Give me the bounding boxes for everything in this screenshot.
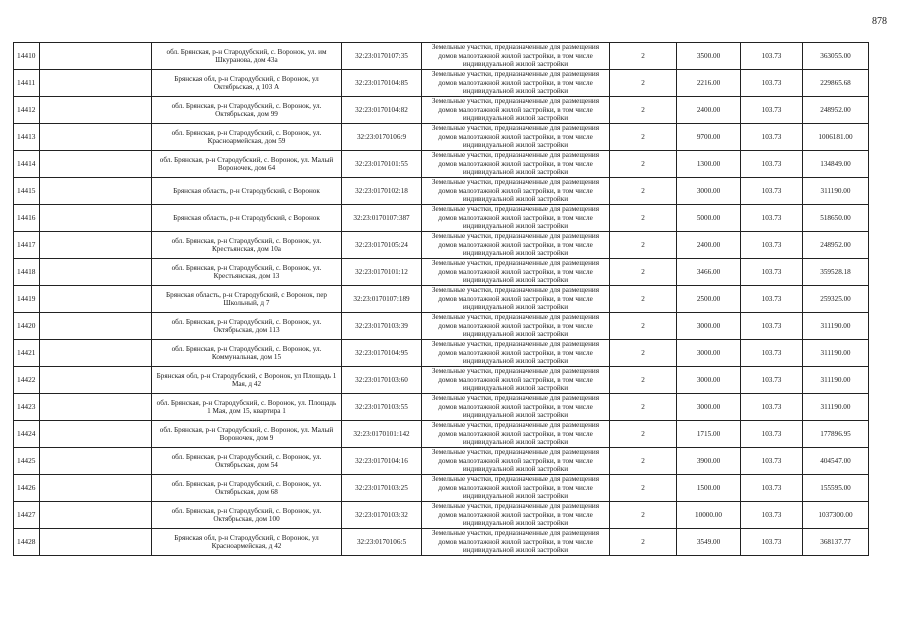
blank-cell bbox=[40, 205, 152, 232]
permitted-use-cell: Земельные участки, предназначенные для размещения домов малоэтажной жилой застройки, в том числе индивидуальной жилой застройки bbox=[422, 313, 610, 340]
permitted-use-cell: Земельные участки, предназначенные для размещения домов малоэтажной жилой застройки, в том числе индивидуальной жилой застройки bbox=[422, 97, 610, 124]
area-cell: 10000.00 bbox=[677, 502, 741, 529]
blank-cell bbox=[40, 97, 152, 124]
blank-cell bbox=[40, 124, 152, 151]
specific-value-cell: 103.73 bbox=[741, 232, 803, 259]
address-cell: Брянская область, р-н Стародубский, с Воронок bbox=[152, 205, 342, 232]
specific-value-cell: 103.73 bbox=[741, 475, 803, 502]
address-cell: Брянская обл, р-н Стародубский, с Воронок, ул Октябрьская, д 103 А bbox=[152, 70, 342, 97]
cadastral-number-cell: 32:23:0170107:189 bbox=[342, 286, 422, 313]
category-cell: 2 bbox=[610, 448, 677, 475]
category-cell: 2 bbox=[610, 43, 677, 70]
cadastral-value-cell: 311190.00 bbox=[803, 394, 869, 421]
area-cell: 3900.00 bbox=[677, 448, 741, 475]
area-cell: 2400.00 bbox=[677, 97, 741, 124]
address-cell: обл. Брянская, р-н Стародубский, с. Воронок, ул. Малый Вороночек, дом 64 bbox=[152, 151, 342, 178]
cadastral-value-cell: 311190.00 bbox=[803, 340, 869, 367]
category-cell: 2 bbox=[610, 367, 677, 394]
permitted-use-cell: Земельные участки, предназначенные для размещения домов малоэтажной жилой застройки, в том числе индивидуальной жилой застройки bbox=[422, 70, 610, 97]
cadastral-value-cell: 363055.00 bbox=[803, 43, 869, 70]
blank-cell bbox=[40, 475, 152, 502]
blank-cell bbox=[40, 259, 152, 286]
address-cell: Брянская обл, р-н Стародубский, с Воронок, ул Площадь 1 Мая, д 42 bbox=[152, 367, 342, 394]
table-row bbox=[14, 151, 869, 178]
blank-cell bbox=[40, 367, 152, 394]
permitted-use-cell: Земельные участки, предназначенные для размещения домов малоэтажной жилой застройки, в том числе индивидуальной жилой застройки bbox=[422, 259, 610, 286]
cadastral-value-cell: 311190.00 bbox=[803, 367, 869, 394]
specific-value-cell: 103.73 bbox=[741, 259, 803, 286]
specific-value-cell: 103.73 bbox=[741, 124, 803, 151]
area-cell: 3000.00 bbox=[677, 178, 741, 205]
category-cell: 2 bbox=[610, 529, 677, 556]
area-cell: 1715.00 bbox=[677, 421, 741, 448]
row-number: 14419 bbox=[14, 286, 40, 313]
cadastral-value-cell: 1006181.00 bbox=[803, 124, 869, 151]
address-cell: обл. Брянская, р-н Стародубский, с. Воронок, ул. Крестьянская, дом 10а bbox=[152, 232, 342, 259]
table-row bbox=[14, 502, 869, 529]
blank-cell bbox=[40, 178, 152, 205]
area-cell: 3000.00 bbox=[677, 367, 741, 394]
cadastral-value-cell: 368137.77 bbox=[803, 529, 869, 556]
category-cell: 2 bbox=[610, 502, 677, 529]
cadastral-value-cell: 404547.00 bbox=[803, 448, 869, 475]
table-row bbox=[14, 394, 869, 421]
area-cell: 2216.00 bbox=[677, 70, 741, 97]
category-cell: 2 bbox=[610, 286, 677, 313]
specific-value-cell: 103.73 bbox=[741, 178, 803, 205]
cadastral-number-cell: 32:23:0170107:387 bbox=[342, 205, 422, 232]
area-cell: 3466.00 bbox=[677, 259, 741, 286]
category-cell: 2 bbox=[610, 475, 677, 502]
address-cell: обл. Брянская, р-н Стародубский, с. Воронок, ул. Октябрьская, дом 100 bbox=[152, 502, 342, 529]
address-cell: Брянская область, р-н Стародубский, с Воронок, пер Школьный, д 7 bbox=[152, 286, 342, 313]
permitted-use-cell: Земельные участки, предназначенные для размещения домов малоэтажной жилой застройки, в том числе индивидуальной жилой застройки bbox=[422, 340, 610, 367]
cadastral-number-cell: 32:23:0170107:35 bbox=[342, 43, 422, 70]
specific-value-cell: 103.73 bbox=[741, 448, 803, 475]
blank-cell bbox=[40, 340, 152, 367]
category-cell: 2 bbox=[610, 178, 677, 205]
cadastral-value-cell: 177896.95 bbox=[803, 421, 869, 448]
row-number: 14411 bbox=[14, 70, 40, 97]
area-cell: 2400.00 bbox=[677, 232, 741, 259]
category-cell: 2 bbox=[610, 151, 677, 178]
permitted-use-cell: Земельные участки, предназначенные для размещения домов малоэтажной жилой застройки, в том числе индивидуальной жилой застройки bbox=[422, 475, 610, 502]
table-row bbox=[14, 421, 869, 448]
table-row bbox=[14, 286, 869, 313]
cadastral-number-cell: 32:23:0170103:55 bbox=[342, 394, 422, 421]
address-cell: обл. Брянская, р-н Стародубский, с. Воронок, ул. им Шкуранова, дом 43а bbox=[152, 43, 342, 70]
row-number: 14423 bbox=[14, 394, 40, 421]
blank-cell bbox=[40, 421, 152, 448]
row-number: 14420 bbox=[14, 313, 40, 340]
category-cell: 2 bbox=[610, 340, 677, 367]
table-row bbox=[14, 367, 869, 394]
cadastral-value-cell: 1037300.00 bbox=[803, 502, 869, 529]
cadastral-value-cell: 248952.00 bbox=[803, 232, 869, 259]
category-cell: 2 bbox=[610, 313, 677, 340]
row-number: 14421 bbox=[14, 340, 40, 367]
permitted-use-cell: Земельные участки, предназначенные для размещения домов малоэтажной жилой застройки, в том числе индивидуальной жилой застройки bbox=[422, 286, 610, 313]
address-cell: обл. Брянская, р-н Стародубский, с. Воронок, ул. Октябрьская, дом 68 bbox=[152, 475, 342, 502]
area-cell: 3000.00 bbox=[677, 313, 741, 340]
table-row bbox=[14, 340, 869, 367]
address-cell: обл. Брянская, р-н Стародубский, с. Воронок, ул. Крестьянская, дом 13 bbox=[152, 259, 342, 286]
cadastral-number-cell: 32:23:0170101:55 bbox=[342, 151, 422, 178]
row-number: 14415 bbox=[14, 178, 40, 205]
table-row bbox=[14, 475, 869, 502]
cadastral-number-cell: 32:23:0170104:95 bbox=[342, 340, 422, 367]
category-cell: 2 bbox=[610, 232, 677, 259]
address-cell: обл. Брянская, р-н Стародубский, с. Воронок, ул. Красноармейская, дом 59 bbox=[152, 124, 342, 151]
table-row bbox=[14, 448, 869, 475]
cadastral-number-cell: 32:23:0170102:18 bbox=[342, 178, 422, 205]
permitted-use-cell: Земельные участки, предназначенные для размещения домов малоэтажной жилой застройки, в том числе индивидуальной жилой застройки bbox=[422, 394, 610, 421]
cadastral-number-cell: 32:23:0170104:85 bbox=[342, 70, 422, 97]
permitted-use-cell: Земельные участки, предназначенные для размещения домов малоэтажной жилой застройки, в том числе индивидуальной жилой застройки bbox=[422, 151, 610, 178]
specific-value-cell: 103.73 bbox=[741, 151, 803, 178]
row-number: 14425 bbox=[14, 448, 40, 475]
category-cell: 2 bbox=[610, 124, 677, 151]
permitted-use-cell: Земельные участки, предназначенные для размещения домов малоэтажной жилой застройки, в том числе индивидуальной жилой застройки bbox=[422, 124, 610, 151]
area-cell: 2500.00 bbox=[677, 286, 741, 313]
blank-cell bbox=[40, 448, 152, 475]
cadastral-value-cell: 311190.00 bbox=[803, 313, 869, 340]
row-number: 14417 bbox=[14, 232, 40, 259]
cadastral-value-cell: 259325.00 bbox=[803, 286, 869, 313]
table-row bbox=[14, 124, 869, 151]
cadastral-number-cell: 32:23:0170101:12 bbox=[342, 259, 422, 286]
blank-cell bbox=[40, 502, 152, 529]
page-number: 878 bbox=[872, 16, 887, 27]
specific-value-cell: 103.73 bbox=[741, 43, 803, 70]
row-number: 14412 bbox=[14, 97, 40, 124]
cadastral-value-cell: 359528.18 bbox=[803, 259, 869, 286]
blank-cell bbox=[40, 232, 152, 259]
table-row bbox=[14, 313, 869, 340]
blank-cell bbox=[40, 286, 152, 313]
cadastral-number-cell: 32:23:0170104:16 bbox=[342, 448, 422, 475]
cadastral-number-cell: 32:23:0170101:142 bbox=[342, 421, 422, 448]
area-cell: 3000.00 bbox=[677, 340, 741, 367]
table-row bbox=[14, 205, 869, 232]
address-cell: обл. Брянская, р-н Стародубский, с. Воронок, ул. Октябрьская, дом 99 bbox=[152, 97, 342, 124]
area-cell: 1300.00 bbox=[677, 151, 741, 178]
permitted-use-cell: Земельные участки, предназначенные для размещения домов малоэтажной жилой застройки, в том числе индивидуальной жилой застройки bbox=[422, 178, 610, 205]
cadastral-number-cell: 32:23:0170103:39 bbox=[342, 313, 422, 340]
permitted-use-cell: Земельные участки, предназначенные для размещения домов малоэтажной жилой застройки, в том числе индивидуальной жилой застройки bbox=[422, 529, 610, 556]
row-number: 14410 bbox=[14, 43, 40, 70]
land-registry-table bbox=[13, 42, 869, 556]
category-cell: 2 bbox=[610, 70, 677, 97]
specific-value-cell: 103.73 bbox=[741, 70, 803, 97]
row-number: 14414 bbox=[14, 151, 40, 178]
cadastral-value-cell: 311190.00 bbox=[803, 178, 869, 205]
row-number: 14427 bbox=[14, 502, 40, 529]
registry-body bbox=[14, 43, 869, 556]
area-cell: 3000.00 bbox=[677, 394, 741, 421]
cadastral-number-cell: 32:23:0170105:24 bbox=[342, 232, 422, 259]
address-cell: обл. Брянская, р-н Стародубский, с. Воронок, ул. Коммунальная, дом 15 bbox=[152, 340, 342, 367]
area-cell: 9700.00 bbox=[677, 124, 741, 151]
area-cell: 1500.00 bbox=[677, 475, 741, 502]
cadastral-value-cell: 134849.00 bbox=[803, 151, 869, 178]
row-number: 14424 bbox=[14, 421, 40, 448]
area-cell: 3500.00 bbox=[677, 43, 741, 70]
row-number: 14428 bbox=[14, 529, 40, 556]
row-number: 14422 bbox=[14, 367, 40, 394]
specific-value-cell: 103.73 bbox=[741, 340, 803, 367]
address-cell: Брянская область, р-н Стародубский, с Воронок bbox=[152, 178, 342, 205]
cadastral-number-cell: 32:23:0170106:5 bbox=[342, 529, 422, 556]
row-number: 14426 bbox=[14, 475, 40, 502]
blank-cell bbox=[40, 394, 152, 421]
blank-cell bbox=[40, 529, 152, 556]
cadastral-number-cell: 32:23:0170103:25 bbox=[342, 475, 422, 502]
specific-value-cell: 103.73 bbox=[741, 421, 803, 448]
row-number: 14416 bbox=[14, 205, 40, 232]
address-cell: обл. Брянская, р-н Стародубский, с. Воронок, ул. Малый Вороночек, дом 9 bbox=[152, 421, 342, 448]
permitted-use-cell: Земельные участки, предназначенные для размещения домов малоэтажной жилой застройки, в том числе индивидуальной жилой застройки bbox=[422, 448, 610, 475]
cadastral-value-cell: 229865.68 bbox=[803, 70, 869, 97]
row-number: 14413 bbox=[14, 124, 40, 151]
specific-value-cell: 103.73 bbox=[741, 286, 803, 313]
specific-value-cell: 103.73 bbox=[741, 529, 803, 556]
address-cell: Брянская обл, р-н Стародубский, с Воронок, ул Красноармейская, д 42 bbox=[152, 529, 342, 556]
table-row bbox=[14, 529, 869, 556]
blank-cell bbox=[40, 70, 152, 97]
specific-value-cell: 103.73 bbox=[741, 97, 803, 124]
blank-cell bbox=[40, 43, 152, 70]
cadastral-number-cell: 32:23:0170104:82 bbox=[342, 97, 422, 124]
blank-cell bbox=[40, 151, 152, 178]
area-cell: 5000.00 bbox=[677, 205, 741, 232]
specific-value-cell: 103.73 bbox=[741, 394, 803, 421]
cadastral-number-cell: 32:23:0170106:9 bbox=[342, 124, 422, 151]
address-cell: обл. Брянская, р-н Стародубский, с. Воронок, ул. Октябрьская, дом 113 bbox=[152, 313, 342, 340]
blank-cell bbox=[40, 313, 152, 340]
area-cell: 3549.00 bbox=[677, 529, 741, 556]
specific-value-cell: 103.73 bbox=[741, 313, 803, 340]
category-cell: 2 bbox=[610, 421, 677, 448]
permitted-use-cell: Земельные участки, предназначенные для размещения домов малоэтажной жилой застройки, в том числе индивидуальной жилой застройки bbox=[422, 421, 610, 448]
category-cell: 2 bbox=[610, 205, 677, 232]
row-number: 14418 bbox=[14, 259, 40, 286]
table-row bbox=[14, 232, 869, 259]
permitted-use-cell: Земельные участки, предназначенные для размещения домов малоэтажной жилой застройки, в том числе индивидуальной жилой застройки bbox=[422, 43, 610, 70]
cadastral-number-cell: 32:23:0170103:32 bbox=[342, 502, 422, 529]
table-row bbox=[14, 259, 869, 286]
specific-value-cell: 103.73 bbox=[741, 502, 803, 529]
table-row bbox=[14, 43, 869, 70]
permitted-use-cell: Земельные участки, предназначенные для размещения домов малоэтажной жилой застройки, в том числе индивидуальной жилой застройки bbox=[422, 205, 610, 232]
category-cell: 2 bbox=[610, 259, 677, 286]
cadastral-value-cell: 248952.00 bbox=[803, 97, 869, 124]
table-row bbox=[14, 97, 869, 124]
table-row bbox=[14, 178, 869, 205]
specific-value-cell: 103.73 bbox=[741, 367, 803, 394]
category-cell: 2 bbox=[610, 394, 677, 421]
category-cell: 2 bbox=[610, 97, 677, 124]
address-cell: обл. Брянская, р-н Стародубский, с. Воронок, ул. Площадь 1 Мая, дом 15, квартира 1 bbox=[152, 394, 342, 421]
permitted-use-cell: Земельные участки, предназначенные для размещения домов малоэтажной жилой застройки, в том числе индивидуальной жилой застройки bbox=[422, 367, 610, 394]
table-row bbox=[14, 70, 869, 97]
cadastral-number-cell: 32:23:0170103:60 bbox=[342, 367, 422, 394]
permitted-use-cell: Земельные участки, предназначенные для размещения домов малоэтажной жилой застройки, в том числе индивидуальной жилой застройки bbox=[422, 502, 610, 529]
cadastral-value-cell: 518650.00 bbox=[803, 205, 869, 232]
cadastral-value-cell: 155595.00 bbox=[803, 475, 869, 502]
specific-value-cell: 103.73 bbox=[741, 205, 803, 232]
address-cell: обл. Брянская, р-н Стародубский, с. Воронок, ул. Октябрьская, дом 54 bbox=[152, 448, 342, 475]
permitted-use-cell: Земельные участки, предназначенные для размещения домов малоэтажной жилой застройки, в том числе индивидуальной жилой застройки bbox=[422, 232, 610, 259]
